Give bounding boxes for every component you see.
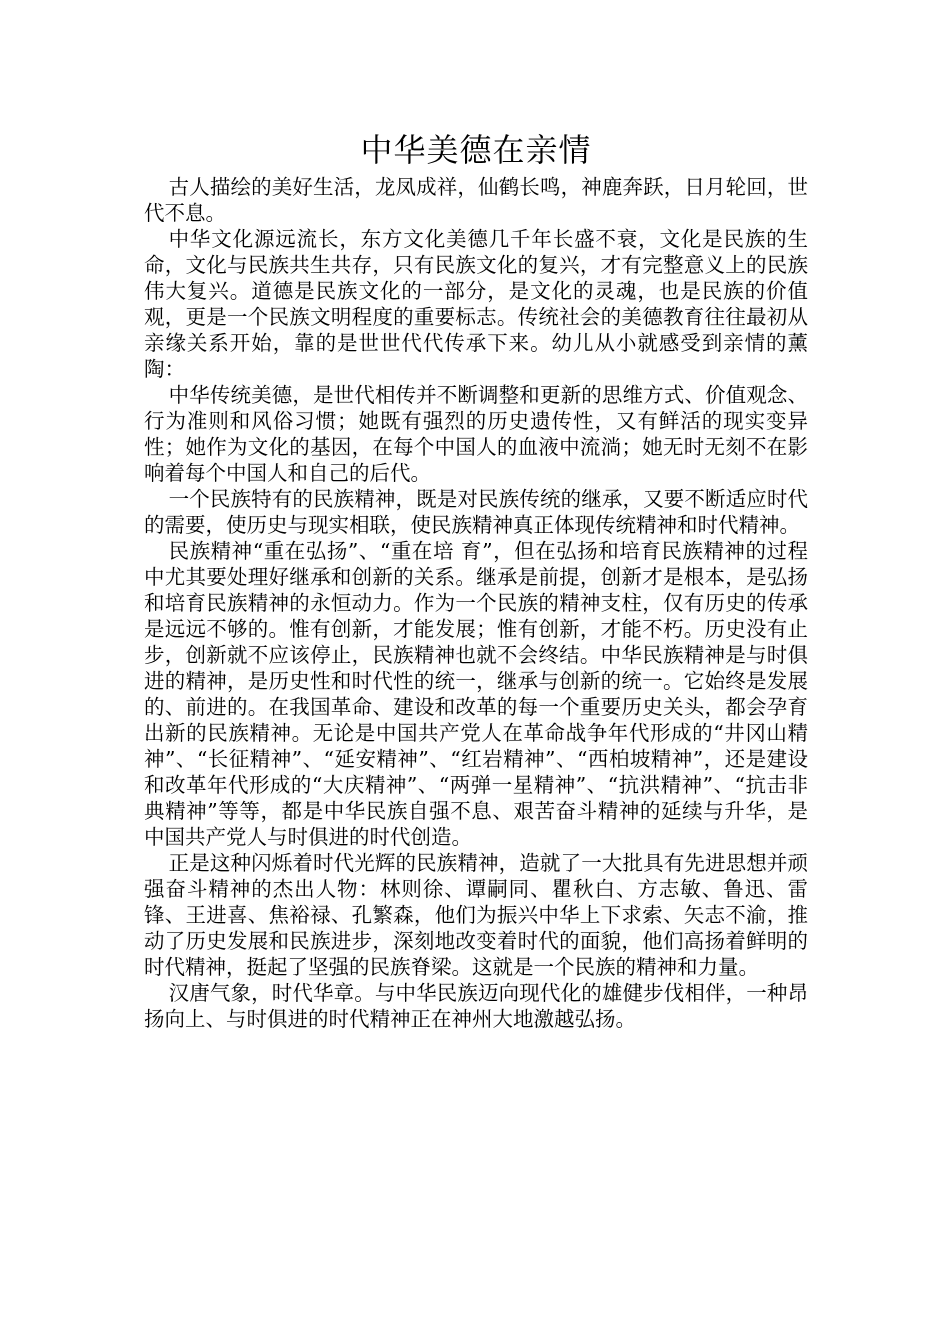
paragraph: 古人描绘的美好生活，龙凤成祥，仙鹤长鸣，神鹿奔跃，日月轮回，世代不息。	[144, 175, 808, 225]
paragraph: 民族精神“重在弘扬”、“重在培 育”，但在弘扬和培育民族精神的过程中尤其要处理好继承和创新的关系。继承是前提，创新才是根本，是弘扬和培育民族精神的永恒动力。作为一个民族的精神支柱，仅有历史的传承是远远不够的。惟有创新，才能发展；惟有创新，才能不朽。历史没有止步，创新就不应该停止，民族精神也就不会终结。中华民族精神是与时俱进的精神，是历史性和时代性的统一，继承与创新的统一。它始终是发展的、前进的。在我国革命、建设和改革的每一个重要历史关头，都会孕育出新的民族精神。无论是中国共产党人在革命战争年代形成的“井冈山精神”、“长征精神”、“延安精神”、“红岩精神”、“西柏坡精神”，还是建设和改革年代形成的“大庆精神”、“两弹一星精神”、“抗洪精神”、“抗击非典精神”等等，都是中华民族自强不息、艰苦奋斗精神的延续与升华，是中国共产党人与时俱进的时代创造。	[144, 539, 808, 849]
document-body	[144, 128, 808, 1032]
paragraph: 汉唐气象，时代华章。与中华民族迈向现代化的雄健步伐相伴，一种昂扬向上、与时俱进的时代精神正在神州大地激越弘扬。	[144, 981, 808, 1031]
paragraph: 中华传统美德，是世代相传并不断调整和更新的思维方式、价值观念、行为准则和风俗习惯；她既有强烈的历史遗传性，又有鲜活的现实变异性；她作为文化的基因，在每个中国人的血液中流淌；她无时无刻不在影响着每个中国人和自己的后代。	[144, 383, 808, 485]
paragraph: 中华文化源远流长，东方文化美德几千年长盛不衰，文化是民族的生命，文化与民族共生共存，只有民族文化的复兴，才有完整意义上的民族伟大复兴。道德是民族文化的一部分，是文化的灵魂，也是民族的价值观，更是一个民族文明程度的重要标志。传统社会的美德教育往往最初从亲缘关系开始，靠的是世世代代传承下来。幼儿从小就感受到亲情的薰陶：	[144, 227, 808, 381]
document-title: 中华美德在亲情	[360, 131, 592, 169]
paragraph: 正是这种闪烁着时代光辉的民族精神，造就了一大批具有先进思想并顽强奋斗精神的杰出人物：林则徐、谭嗣同、瞿秋白、方志敏、鲁迅、雷锋、王进喜、焦裕禄、孔繁森，他们为振兴中华上下求索、矢志不渝，推动了历史发展和民族进步，深刻地改变着时代的面貌，他们高扬着鲜明的时代精神，挺起了坚强的民族脊梁。这就是一个民族的精神和力量。	[144, 851, 808, 979]
paragraph: 一个民族特有的民族精神，既是对民族传统的继承，又要不断适应时代的需要，使历史与现实相联，使民族精神真正体现传统精神和时代精神。	[144, 487, 808, 537]
